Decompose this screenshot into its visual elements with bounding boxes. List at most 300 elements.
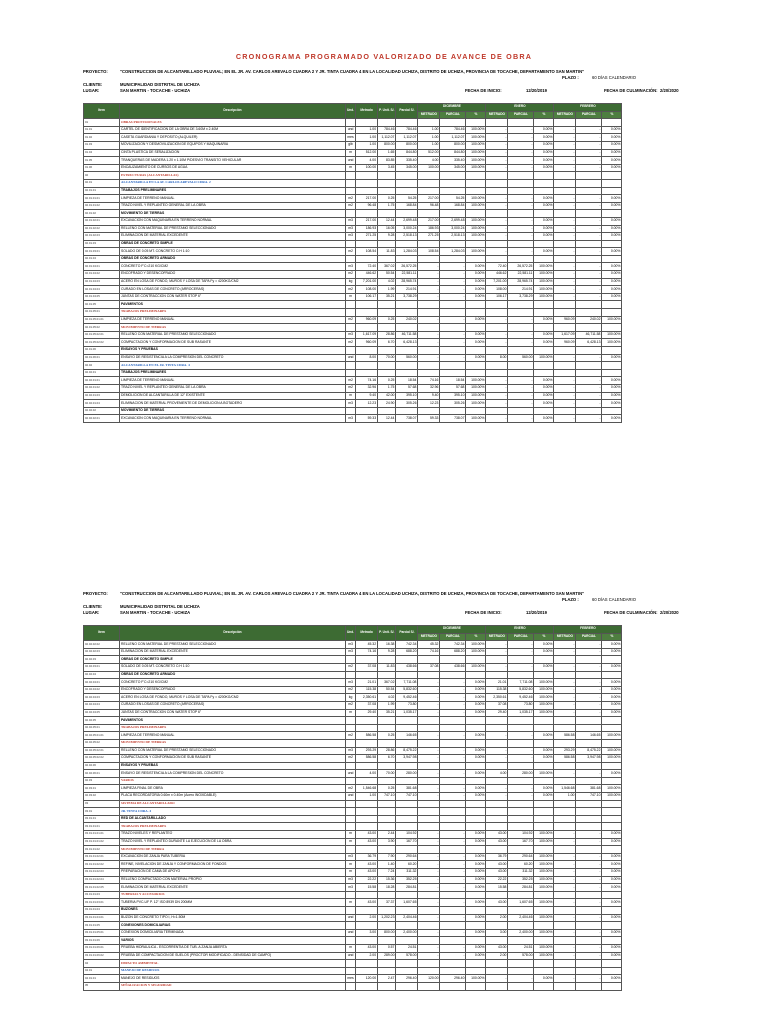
- unit: m3: [346, 679, 356, 687]
- empty-cell: [554, 808, 576, 816]
- item-description: VARIOS: [120, 777, 346, 785]
- partial: 104.92: [396, 831, 418, 839]
- item-code: 01: [84, 119, 120, 127]
- empty-cell: [378, 119, 396, 127]
- item-description: LIMPIEZA DE TERRENO MANUAL: [120, 377, 346, 385]
- unit-price: 24.90: [378, 400, 396, 408]
- section-row: [84, 255, 622, 263]
- metrado: 2,350.61: [356, 694, 378, 702]
- empty-cell: [486, 823, 508, 831]
- item-code: 03.01.01.01: [84, 823, 120, 831]
- month-metrado: -: [554, 663, 576, 671]
- month-partial: 844.80: [440, 149, 466, 157]
- month-percent: 0.00%: [602, 648, 622, 656]
- month-percent: 0.00%: [602, 831, 622, 839]
- empty-cell: [346, 906, 356, 914]
- month-metrado: -: [486, 793, 508, 801]
- item-description: EXCAVACION CON MAQUINARIA EN TERRENO NORMAL: [120, 217, 346, 225]
- month-percent: 0.00%: [466, 914, 486, 922]
- month-metrado: -: [554, 384, 576, 392]
- empty-cell: [602, 823, 622, 831]
- metrado: 446.62: [356, 271, 378, 279]
- month-partial: -: [576, 709, 602, 717]
- empty-cell: [440, 808, 466, 816]
- partial: 22,581.11: [396, 271, 418, 279]
- month-metrado: -: [418, 853, 440, 861]
- partial: 214.91: [396, 286, 418, 294]
- empty-cell: [418, 407, 440, 415]
- item-code: 03.01.01: [84, 815, 120, 823]
- metrado: 106.17: [356, 293, 378, 301]
- item-code: 02.01.03.01: [84, 248, 120, 256]
- empty-cell: [576, 937, 602, 945]
- unit: m: [346, 838, 356, 846]
- empty-cell: [356, 846, 378, 854]
- month-metrado: -: [486, 415, 508, 423]
- item-code: 02.01.02: [84, 210, 120, 218]
- empty-cell: [576, 119, 602, 127]
- empty-cell: [486, 347, 508, 355]
- empty-cell: [440, 362, 466, 370]
- empty-cell: [576, 777, 602, 785]
- empty-cell: [554, 724, 576, 732]
- item-description: ELIMINACION DE MATERIAL EXCEDENTE: [120, 884, 346, 892]
- month-partial: 438.66: [440, 663, 466, 671]
- empty-cell: [346, 347, 356, 355]
- month-percent: 0.00%: [466, 709, 486, 717]
- month-percent: 0.00%: [602, 415, 622, 423]
- month-percent: 100.00%: [534, 278, 554, 286]
- month-percent: 0.00%: [602, 126, 622, 134]
- empty-cell: [396, 960, 418, 968]
- empty-cell: [396, 187, 418, 195]
- item-description: OBRAS DE CONCRETO SIMPLE: [120, 240, 346, 248]
- empty-cell: [440, 846, 466, 854]
- month-partial: 284.81: [508, 884, 534, 892]
- month-percent: 100.00%: [534, 679, 554, 687]
- unit: und: [346, 914, 356, 922]
- unit-price: 6.70: [378, 755, 396, 763]
- empty-cell: [440, 179, 466, 187]
- empty-cell: [466, 324, 486, 332]
- item-code: 04.01.01: [84, 975, 120, 983]
- item-code: 02.02.05.02.01: [84, 747, 120, 755]
- empty-cell: [486, 179, 508, 187]
- empty-cell: [486, 717, 508, 725]
- empty-cell: [508, 179, 534, 187]
- table-row: [84, 278, 622, 286]
- empty-cell: [466, 210, 486, 218]
- empty-cell: [466, 906, 486, 914]
- header-desc: Descripción: [120, 104, 346, 119]
- item-description: RELLENO CON MATERIAL DE PRESTAMO SELECCIONADO: [120, 225, 346, 233]
- unit-price: 2.44: [378, 831, 396, 839]
- month-metrado: -: [554, 899, 576, 907]
- section-row: [84, 777, 622, 785]
- empty-cell: [486, 369, 508, 377]
- month-partial: -: [576, 853, 602, 861]
- item-code: 02.01.05: [84, 301, 120, 309]
- empty-cell: [576, 982, 602, 990]
- empty-cell: [356, 906, 378, 914]
- month-percent: 100.00%: [534, 694, 554, 702]
- empty-cell: [396, 724, 418, 732]
- empty-cell: [486, 808, 508, 816]
- empty-cell: [356, 891, 378, 899]
- item-description: JR. TINTA CDRA. 4: [120, 808, 346, 816]
- metrado: 43.00: [356, 899, 378, 907]
- month-percent: 100.00%: [466, 400, 486, 408]
- month-partial: -: [440, 914, 466, 922]
- empty-cell: [396, 739, 418, 747]
- empty-cell: [378, 846, 396, 854]
- month-percent: 100.00%: [602, 793, 622, 801]
- header-sub: METRADO: [418, 633, 440, 641]
- partial: 46,711.58: [396, 331, 418, 339]
- unit: und: [346, 929, 356, 937]
- month-partial: -: [508, 641, 534, 649]
- p2-proyecto-label: PROYECTO:: [83, 591, 108, 596]
- empty-cell: [576, 255, 602, 263]
- table-row: [84, 263, 622, 271]
- partial: 352.25: [396, 876, 418, 884]
- empty-cell: [346, 255, 356, 263]
- empty-cell: [554, 823, 576, 831]
- item-description: CONEXIONES DOMICILIARIAS: [120, 922, 346, 930]
- item-description: PAVIMENTOS: [120, 301, 346, 309]
- table-row: [84, 415, 622, 423]
- empty-cell: [554, 671, 576, 679]
- month-partial: -: [576, 126, 602, 134]
- empty-cell: [440, 240, 466, 248]
- partial: 578.00: [396, 952, 418, 960]
- empty-cell: [346, 119, 356, 127]
- empty-cell: [486, 937, 508, 945]
- month-metrado: -: [418, 286, 440, 294]
- unit-price: 367.02: [378, 679, 396, 687]
- partial: 3,738.29: [396, 293, 418, 301]
- month-metrado: -: [554, 831, 576, 839]
- header-sub: %: [466, 111, 486, 119]
- month-partial: 395.10: [440, 392, 466, 400]
- empty-cell: [554, 362, 576, 370]
- item-description: TUBERIA PVC-UF P. 12" ISO 8939 DN 200MM: [120, 899, 346, 907]
- month-percent: 0.00%: [466, 899, 486, 907]
- item-code: 02.02.05.02: [84, 739, 120, 747]
- partial: 738.07: [396, 415, 418, 423]
- empty-cell: [534, 823, 554, 831]
- section-row: [84, 187, 622, 195]
- unit-price: 800.00: [378, 929, 396, 937]
- metrado: 186.93: [356, 225, 378, 233]
- empty-cell: [508, 777, 534, 785]
- month-percent: 0.00%: [466, 876, 486, 884]
- month-partial: 46,711.58: [576, 331, 602, 339]
- empty-cell: [418, 172, 440, 180]
- empty-cell: [534, 982, 554, 990]
- empty-cell: [356, 967, 378, 975]
- section-row: [84, 240, 622, 248]
- month-metrado: -: [554, 914, 576, 922]
- item-code: 02.01.05.02.02: [84, 339, 120, 347]
- empty-cell: [534, 347, 554, 355]
- table-row: [84, 141, 622, 149]
- month-percent: 0.00%: [534, 195, 554, 203]
- unit-price: 16.05: [378, 225, 396, 233]
- unit-price: 28.86: [378, 331, 396, 339]
- empty-cell: [440, 922, 466, 930]
- empty-cell: [576, 656, 602, 664]
- unit: m2: [346, 686, 356, 694]
- item-description: CONCRETO F'C=210 KG/CM2: [120, 679, 346, 687]
- empty-cell: [396, 301, 418, 309]
- empty-cell: [554, 369, 576, 377]
- empty-cell: [602, 846, 622, 854]
- unit: kg: [346, 278, 356, 286]
- empty-cell: [378, 960, 396, 968]
- empty-cell: [486, 960, 508, 968]
- empty-cell: [554, 777, 576, 785]
- empty-cell: [440, 762, 466, 770]
- month-percent: 0.00%: [602, 914, 622, 922]
- empty-cell: [418, 808, 440, 816]
- month-partial: -: [576, 876, 602, 884]
- empty-cell: [602, 369, 622, 377]
- month-metrado: -: [554, 770, 576, 778]
- month-metrado: 32.96: [418, 384, 440, 392]
- empty-cell: [378, 656, 396, 664]
- item-code: 02.03.02: [84, 793, 120, 801]
- item-code: 03.01.01.03.01: [84, 899, 120, 907]
- empty-cell: [466, 724, 486, 732]
- month-metrado: -: [554, 195, 576, 203]
- month-percent: 100.00%: [466, 225, 486, 233]
- month-partial: 738.07: [440, 415, 466, 423]
- empty-cell: [554, 891, 576, 899]
- p1-fecha-culminacion-label: FECHA DE CULMINACIÓN:: [604, 88, 658, 93]
- month-percent: 100.00%: [466, 164, 486, 172]
- empty-cell: [486, 172, 508, 180]
- empty-cell: [486, 671, 508, 679]
- month-metrado: 43.00: [486, 944, 508, 952]
- month-percent: 0.00%: [602, 248, 622, 256]
- month-percent: 100.00%: [534, 293, 554, 301]
- empty-cell: [356, 347, 378, 355]
- header-month: FEBRERO: [554, 104, 622, 112]
- empty-cell: [554, 717, 576, 725]
- header-sub: METRADO: [554, 633, 576, 641]
- item-description: TRAZO NIVELES Y REPLANTEO: [120, 831, 346, 839]
- month-partial: -: [576, 384, 602, 392]
- month-partial: -: [576, 392, 602, 400]
- empty-cell: [466, 255, 486, 263]
- empty-cell: [602, 309, 622, 317]
- item-code: 02.01.02.01: [84, 217, 120, 225]
- month-partial: -: [576, 400, 602, 408]
- month-percent: 0.00%: [466, 929, 486, 937]
- month-partial: -: [440, 785, 466, 793]
- item-description: ELIMINACION DE MATERIAL PROVENIENTE DE DEMOLICION A BOTADERO: [120, 400, 346, 408]
- month-percent: 0.00%: [466, 853, 486, 861]
- section-row: [84, 891, 622, 899]
- month-percent: 100.00%: [602, 316, 622, 324]
- empty-cell: [440, 210, 466, 218]
- month-partial: -: [576, 831, 602, 839]
- header-sub: METRADO: [418, 111, 440, 119]
- month-percent: 100.00%: [534, 263, 554, 271]
- unit: m: [346, 293, 356, 301]
- month-metrado: -: [418, 861, 440, 869]
- empty-cell: [486, 187, 508, 195]
- p2-fecha-culminacion-value: 2/20/2020: [660, 610, 679, 615]
- month-partial: -: [508, 217, 534, 225]
- month-metrado: -: [554, 225, 576, 233]
- empty-cell: [554, 762, 576, 770]
- table-row: [84, 793, 622, 801]
- item-code: 02.02.03: [84, 656, 120, 664]
- p2-plazo-value: 60 DÍAS CALENDARIO: [592, 597, 636, 602]
- item-code: 04.01: [84, 967, 120, 975]
- empty-cell: [576, 240, 602, 248]
- metrado: 43.00: [356, 831, 378, 839]
- month-partial: -: [440, 944, 466, 952]
- month-percent: 100.00%: [534, 354, 554, 362]
- empty-cell: [486, 762, 508, 770]
- table-row: [84, 331, 622, 339]
- empty-cell: [356, 119, 378, 127]
- unit: m2: [346, 732, 356, 740]
- table-row: [84, 929, 622, 937]
- month-percent: 0.00%: [466, 755, 486, 763]
- month-partial: -: [508, 747, 534, 755]
- month-metrado: 100.00: [418, 164, 440, 172]
- item-description: OBRAS DE CONCRETO ARMADO: [120, 671, 346, 679]
- item-description: MOVIMIENTO DE TIERRAS: [120, 324, 346, 332]
- item-description: SEÑALIZACION Y SEGURIDAD: [120, 982, 346, 990]
- month-percent: 100.00%: [602, 755, 622, 763]
- unit-price: 1.75: [378, 384, 396, 392]
- month-metrado: -: [418, 770, 440, 778]
- month-metrado: 12.23: [418, 400, 440, 408]
- partial: 26,572.25: [396, 263, 418, 271]
- month-partial: -: [508, 785, 534, 793]
- empty-cell: [576, 922, 602, 930]
- empty-cell: [576, 347, 602, 355]
- month-partial: 1,284.03: [440, 248, 466, 256]
- empty-cell: [486, 301, 508, 309]
- empty-cell: [602, 815, 622, 823]
- month-metrado: 96.48: [418, 202, 440, 210]
- empty-cell: [554, 407, 576, 415]
- empty-cell: [508, 301, 534, 309]
- empty-cell: [346, 891, 356, 899]
- month-partial: 24.51: [508, 944, 534, 952]
- item-code: 01.01: [84, 126, 120, 134]
- month-partial: -: [508, 663, 534, 671]
- month-metrado: -: [486, 217, 508, 225]
- table-row: [84, 686, 622, 694]
- empty-cell: [346, 179, 356, 187]
- month-metrado: -: [554, 157, 576, 165]
- unit-price: 0.25: [378, 732, 396, 740]
- unit-price: 70.00: [378, 770, 396, 778]
- empty-cell: [378, 815, 396, 823]
- empty-cell: [576, 800, 602, 808]
- partial: 168.84: [396, 202, 418, 210]
- item-code: 02.02.02.02: [84, 641, 120, 649]
- empty-cell: [534, 671, 554, 679]
- empty-cell: [378, 210, 396, 218]
- item-description: PREPARACION DE CAMA DE APOYO: [120, 869, 346, 877]
- month-percent: 100.00%: [602, 339, 622, 347]
- metrado: 59.33: [356, 415, 378, 423]
- empty-cell: [534, 362, 554, 370]
- empty-cell: [466, 808, 486, 816]
- empty-cell: [466, 119, 486, 127]
- month-metrado: -: [418, 732, 440, 740]
- empty-cell: [554, 960, 576, 968]
- empty-cell: [486, 407, 508, 415]
- month-percent: 100.00%: [534, 929, 554, 937]
- month-partial: -: [440, 339, 466, 347]
- month-partial: -: [508, 164, 534, 172]
- partial: 290.64: [396, 853, 418, 861]
- month-metrado: -: [486, 316, 508, 324]
- month-percent: 0.00%: [602, 149, 622, 157]
- item-code: 03.01.01.06.02: [84, 952, 120, 960]
- month-percent: 100.00%: [534, 914, 554, 922]
- month-percent: 0.00%: [534, 663, 554, 671]
- month-metrado: -: [554, 248, 576, 256]
- month-partial: 3,947.98: [576, 755, 602, 763]
- unit-price: 9.28: [378, 648, 396, 656]
- p1-lugar-label: LUGAR:: [83, 88, 100, 93]
- unit: kg: [346, 694, 356, 702]
- month-percent: 0.00%: [534, 641, 554, 649]
- unit: m3: [346, 853, 356, 861]
- month-metrado: -: [418, 339, 440, 347]
- item-code: 05: [84, 982, 120, 990]
- empty-cell: [346, 777, 356, 785]
- empty-cell: [418, 777, 440, 785]
- month-metrado: -: [554, 853, 576, 861]
- unit: m3: [346, 263, 356, 271]
- month-metrado: -: [418, 838, 440, 846]
- item-description: MOVIMIENTO DE TIERRAS: [120, 407, 346, 415]
- item-code: 02.02.04.01: [84, 679, 120, 687]
- empty-cell: [356, 717, 378, 725]
- empty-cell: [534, 324, 554, 332]
- empty-cell: [346, 369, 356, 377]
- metrado: 4.00: [356, 770, 378, 778]
- item-description: OBRAS DE CONCRETO ARMADO: [120, 255, 346, 263]
- month-percent: 100.00%: [534, 853, 554, 861]
- month-metrado: -: [554, 202, 576, 210]
- item-description: RELLENO COMPACTADO CON MATERIAL PROPIO: [120, 876, 346, 884]
- month-metrado: -: [486, 233, 508, 241]
- item-code: 03.01.01.02.05: [84, 884, 120, 892]
- month-percent: 100.00%: [466, 195, 486, 203]
- month-partial: -: [508, 195, 534, 203]
- month-percent: 0.00%: [602, 141, 622, 149]
- partial: 305.26: [396, 400, 418, 408]
- empty-cell: [576, 891, 602, 899]
- item-description: EXCAVACION CON MAQUINARIA EN TERRENO NORMAL: [120, 415, 346, 423]
- empty-cell: [378, 967, 396, 975]
- empty-cell: [378, 762, 396, 770]
- empty-cell: [486, 724, 508, 732]
- empty-cell: [396, 255, 418, 263]
